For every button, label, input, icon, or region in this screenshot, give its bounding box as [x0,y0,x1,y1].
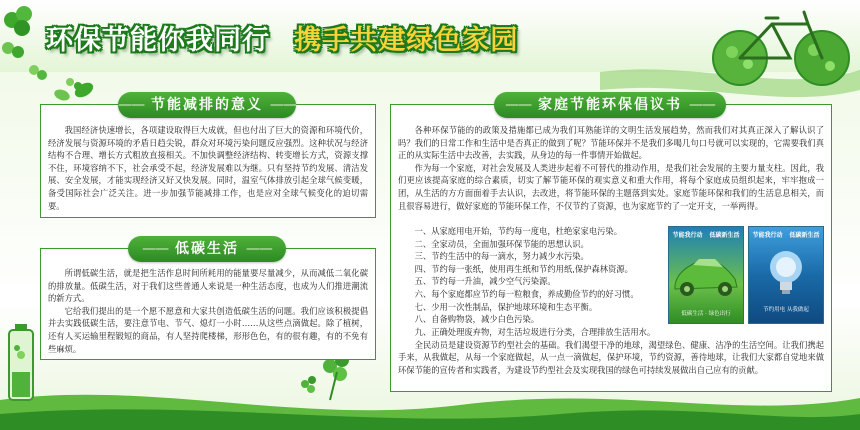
clover-icon-bottom [301,353,349,400]
energy-heading: —— 节能减排的意义 —— [118,92,296,118]
lowcarbon-heading: —— 低碳生活 —— [128,236,286,262]
energy-paragraph: 我国经济快速增长，各项建设取得巨大成就，但也付出了巨大的资源和环境代价，经济发展与资源环境的矛盾日趋尖锐，群众对环境污染问题反应强烈。这种状况与经济结构不合理、增长方式粗放直接相关。不加快调整经济结构、转变增长方式，资源支撑不住，环境容纳不下，社会承受不起，经济发展难以为继。只有坚持节约发展、清洁发展、安全发展，才能实现经济又好又快发展。同时，温室气体排放引起全球气候变暖，备受国际社会广泛关注。进一步加强节能减排工作，也是应对全球气候变化的迫切需要。 [48,125,368,211]
promo-bulb-head-left: 节能我行动 [752,232,783,239]
battery-icon [9,324,33,400]
promo-bulb-caption: 节约用电 从我做起 [763,307,809,313]
banner-title [46,18,518,57]
promo-image-car [668,226,744,324]
proposal-intro-2: 作为每一个家庭，对社会发展及人类进步起着不可替代的推动作用，是我们社会发展的主要力量支柱。因此，我们更应该提高家庭的综合素质，切实了解节能环保的观实意义和重大作用，将每个家庭成员组织起来，牢牢抱成一团，从生活的方方面面着手去认识，去改进，将节能环保的主题落到实处。家庭节能环保和我们的生活息息相关，而且很容易进行，做好家庭的节能环保工作，不仅节约了资源，也为家庭节约了一定开支，一举两得。 [398,162,824,211]
promo-car-head-right: 低碳新生活 [709,232,740,239]
promo-car-head-left: 节能我行动 [672,232,703,239]
lightbulb-icon [749,241,823,301]
list-item: 二、全家动员，全面加强环保节能的思想认识。 [414,238,589,249]
proposal-closing: 全民动员是建设资源节约型社会的基础。我们渴望干净的地球，渴望绿色、健康、洁净的生活空间。让我们携起手来，从我做起，从每一个家庭做起，从一点一滴做起，保护环境，节约资源，善待地球，让我们大家都自觉地来做环保节能的宣传者和实践者，为建设节约型社会及实现我国的绿色可持续发展做出自己应有的贡献。 [398,339,824,375]
lowcarbon-body [48,267,368,355]
energy-body [48,124,368,212]
lowcarbon-heading-label: 低碳生活 [175,241,239,257]
promo-car-header [669,227,743,239]
proposal-heading: —— 家庭节能环保倡议书 —— [494,92,726,118]
list-item: 六、每个家庭都应节约每一粒粮食，养成勤俭节约的好习惯。 [414,288,639,299]
bicycle-icon [713,12,849,85]
list-item: 四、节约每一张纸，使用再生纸和节约用纸,保护森林资源。 [414,263,633,274]
promo-bulb-header [749,227,823,239]
list-item: 八、自备购物袋，减少白色污染。 [414,314,540,325]
list-item: 五、节约每一升油，减少空气污染源。 [414,276,556,287]
lowcarbon-paragraph-2: 它给我们提出的是一个愿不愿意和大家共创造低碳生活的问题。我们应该积极提倡并去实践低碳生活，要注意节电、节气、熄灯一小时……从这些点滴做起。除了植树，还有人买运输里程锻短的商品，有人坚持爬楼梯，形形色色，有的很有趣，有的不免有些麻烦。 [48,305,368,354]
promo-car-caption: 低碳生活 · 绿色出行 [681,311,731,317]
list-item: 九、正确处理废弃物，对生活垃圾进行分类，合理排放生活用水。 [414,327,656,337]
banner-title-part1: 环保节能你我同行 [46,25,270,56]
proposal-list [398,225,660,326]
proposal-intro-1: 各种环保节能的的政策及措施都已成为我们耳熟能详的文明生活发展趋势，然而我们对其真正深入了解认识了吗？我们的日常工作和生活中是否真正的做到了呢？节能环保并不是我们多喝几句口号就可以实现的，它需要我们真正的从实际生活中去改善，去实践，从身边的每一件事情开始做起。 [398,125,824,161]
banner-title-part2: 携手共建绿色家园 [294,25,519,56]
proposal-tail [398,326,824,376]
proposal-heading-label: 家庭节能环保倡议书 [538,97,682,113]
lowcarbon-paragraph-1: 所谓低碳生活，就是把生活作息时间所耗用的能量要尽量减少，从而减低二氧化碳的排放量。低碳生活，对于我们这些普通人来说是一种生活态度，也成为人们推进潮流的新方式。 [48,268,368,304]
proposal-intro [398,124,824,212]
energy-heading-label: 节能减排的意义 [151,97,263,113]
leaf-icon-cluster [53,80,96,103]
promo-bulb-head-right: 低碳新生活 [789,232,820,239]
list-item: 三、节约生活中的每一滴水，努力减少水污染。 [414,251,589,262]
promo-image-bulb [748,226,824,324]
list-item: 一、从家庭用电开始，节约每一度电，杜绝家家电污染。 [414,226,623,236]
car-icon [669,245,743,305]
list-item: 七、少用一次性制品，保护地球环境和生态平衡。 [414,301,598,312]
